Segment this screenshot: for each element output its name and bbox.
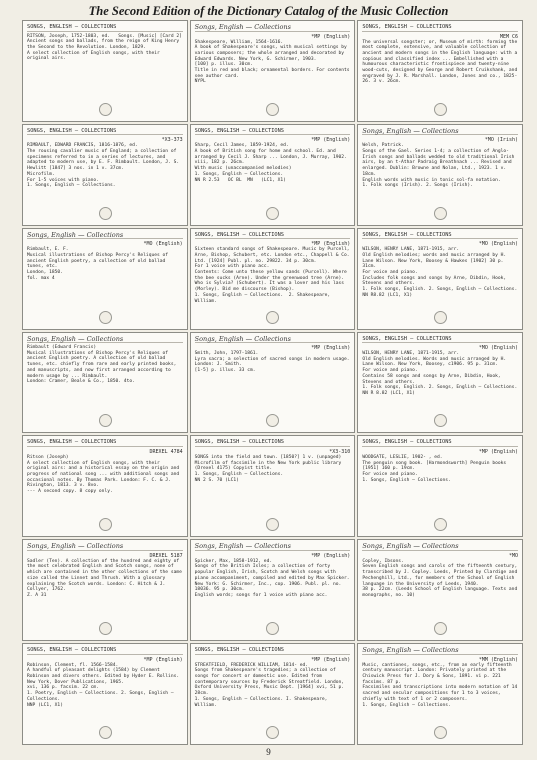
card-heading: SONGS, ENGLISH — COLLECTIONS bbox=[27, 24, 183, 32]
page-number: 9 bbox=[266, 747, 271, 757]
catalog-card bbox=[22, 332, 188, 434]
call-mark: *MM (English) bbox=[478, 656, 518, 663]
call-mark: *MP (English) bbox=[311, 137, 351, 144]
card-text: Robinson, Clement, fl. 1566-1584. A handful of pleasant delights (1584) by Clement Robinson and divers others. Edited by Hyder E. Rollins. New York, Dover Publications, 1965. xvi, 136 p. facsim. 22 cm. 1. Poetry, English — Collections. 2. Songs, English — Collections. NNP (LC1, X1) bbox=[27, 662, 180, 708]
card-text: WILSON, HENRY LANE, 1871-1915, arr. Old English melodies. Words and music arranged by H. Lane Wilson. New York, Boosey, c1906. 95 p. 31cm. For voice and piano. Contains 58 songs and songs by Arne, Dibdin, Hook, Stevens and others. 1. Folk songs, English. 2. Songs, English — Collections. NN R 8.82 (LC1, X1) bbox=[362, 351, 518, 396]
catalog-card bbox=[22, 124, 188, 226]
punch-hole-icon bbox=[99, 518, 112, 531]
call-mark: *X3-373 bbox=[161, 137, 183, 144]
catalog-card bbox=[190, 539, 356, 641]
card-heading: SONGS, ENGLISH — COLLECTIONS bbox=[362, 232, 518, 240]
card-text: Rimbault (Edward Francis) Musical illustrations of Bishop Percy's Reliques of ancient English poetry. A collection of old ballad tunes, etc. chiefly from rare and early printed books, and manuscripts, and now first arranged according to modern usage by ... Rimbault. London: Cramer, Beale & Co., 1850. 4to. bbox=[27, 345, 177, 385]
card-text: Sadler (Ten). A collection of the hundred and eighty of the most celebrated English and Scotch songs, none of which are contained in the other collections of the same size called the Linnet and Thrush. With a glossary explaining the Scotch words. London: C. Hitch & J. Collyer, 1762. Z. A 31 bbox=[27, 558, 182, 598]
call-mark: *MO (English) bbox=[143, 241, 183, 248]
punch-hole-icon bbox=[434, 103, 447, 116]
card-heading: Songs, English — Collections bbox=[27, 543, 183, 551]
catalog-card bbox=[357, 124, 523, 226]
punch-hole-icon bbox=[434, 414, 447, 427]
punch-hole-icon bbox=[434, 207, 447, 220]
punch-hole-icon bbox=[99, 726, 112, 739]
punch-hole-icon bbox=[434, 726, 447, 739]
card-heading: Songs, English — Collections bbox=[27, 336, 183, 344]
punch-hole-icon bbox=[266, 414, 279, 427]
punch-hole-icon bbox=[99, 207, 112, 220]
call-mark: *X3-310 bbox=[329, 448, 351, 455]
punch-hole-icon bbox=[266, 311, 279, 324]
card-text: RIMBAULT, EDWARD FRANCIS, 1816-1876, ed. The rousing cavalier music of England; a collection of specimens referred to in a series of lectures, and adapted to modern use, by E. F. Rimbault. London, J. S. Hewlitt [1847] 3 nos. in 1 v. 37cm. Microfilm. For 1-5 voices with piano. 1. Songs, English — Collections. bbox=[27, 143, 180, 189]
punch-hole-icon bbox=[99, 414, 112, 427]
punch-hole-icon bbox=[99, 103, 112, 116]
card-text: Ritson (Joseph) A select collection of English songs, with their original airs: and a historical essay on the origin and progress of national song ... with additional songs and occasional notes. By Thomas Park. London: F. C. & J. Rivington, 1813. 3 v. 8vo. --- A second copy. 8 copy only. bbox=[27, 454, 180, 495]
card-heading: Songs, English — Collections bbox=[195, 543, 351, 551]
card-heading: SONGS, ENGLISH — COLLECTIONS bbox=[195, 439, 351, 447]
catalog-card bbox=[357, 435, 523, 537]
catalog-card bbox=[190, 124, 356, 226]
card-heading: Songs, English — Collections bbox=[362, 647, 518, 655]
catalog-card bbox=[190, 228, 356, 330]
punch-hole-icon bbox=[99, 622, 112, 635]
catalog-card bbox=[357, 20, 523, 122]
card-text: Welsh, Patrick. Songs of the Gael. Series 1-4; a collection of Anglo-Irish songs and ballads wedded to old traditional Irish airs, by an t-Athar Padraig Breathnach ... Revised and enlarged. Dublin: Browne and Nolan, Ltd., 1923. 1 v. 18cm. English words with music in tonic sol-fa notation. 1. Folk songs (Irish). 2. Songs (Irish). bbox=[362, 143, 515, 189]
card-text: Smith, John, 1797-1861. Lyra sacra; a selection of sacred songs in modern usage. London: J. Smith. [1-5] p. illus. 33 cm. bbox=[194, 351, 350, 374]
call-mark: *MO bbox=[508, 552, 518, 559]
card-heading: SONGS, ENGLISH — COLLECTIONS bbox=[362, 439, 518, 447]
catalog-card bbox=[22, 435, 188, 537]
card-text: Shakespeare, William, 1564-1616. A book of Shakespeare's songs, with musical settings by various composers; the whole arranged and decorated by Edward Edwards. New York, G. Schirmer, 1903. [100] p. illus. 30cm. Title in red and black; ornamental borders. For contents see author card. NYPL bbox=[194, 39, 350, 85]
call-mark: *MP (English) bbox=[311, 33, 351, 40]
punch-hole-icon bbox=[434, 622, 447, 635]
card-heading: SONGS, ENGLISH — COLLECTIONS bbox=[27, 647, 183, 655]
punch-hole-icon bbox=[266, 518, 279, 531]
catalog-card bbox=[22, 20, 188, 122]
card-text: Music, cantiones, songs, etc., from an early fifteenth century manuscript. London: Privately printed at the Chiswick Press for J. Dory & Sons, 1891. vi p. 221 facsims. 87 p. Facsimiles and transcriptions into modern notation of 14 sacred and secular compositions for 1 to 3 voices, chiefly with text of 1 or 2 composers. 1. Songs, English — Collections. bbox=[362, 662, 518, 708]
card-text: Sharp, Cecil James, 1859-1924, ed. A book of British song for home and school. Ed. and arranged by Cecil J. Sharp ... London, J. Murray, 1902. viii, 182 p. 26cm. With music (unaccompanied melodies) 1. Songs, English — Collections. NN R 2.53 OC BL MN (LC1, X1) bbox=[194, 143, 347, 183]
catalog-card bbox=[357, 332, 523, 434]
punch-hole-icon bbox=[99, 311, 112, 324]
card-heading: SONGS, ENGLISH — COLLECTIONS bbox=[195, 232, 351, 240]
card-heading: SONGS, ENGLISH — COLLECTIONS bbox=[362, 24, 518, 32]
punch-hole-icon bbox=[266, 207, 279, 220]
call-mark: *MP (English) bbox=[478, 448, 518, 455]
call-mark: *MO (English) bbox=[478, 241, 518, 248]
catalog-card bbox=[357, 228, 523, 330]
catalog-card bbox=[22, 228, 188, 330]
catalog-card bbox=[22, 539, 188, 641]
punch-hole-icon bbox=[266, 103, 279, 116]
card-text: Rimbault, E. F. Musical illustrations of Bishop Percy's Reliques of ancient English poetry, a collection of old ballad tunes, etc. London, 1850. fol. max 4 bbox=[27, 247, 169, 281]
card-text: WILSON, HENRY LANE, 1871-1915, arr. Old English melodies; words and music arranged by H. Lane Wilson. New York, Boosey & Hawkes [1902] 30 p. 31cm. For voice and piano. Includes folk songs and songs by Arne, Dibdin, Hook, Stevens and others. 1. Folk songs, English. 2. Songs, English — Collections. NN R8.82 (LC1, X1) bbox=[362, 247, 518, 298]
call-mark: MEM C6 bbox=[499, 33, 518, 40]
card-heading: Songs, English — Collections bbox=[195, 336, 351, 344]
card-text: Sixteen standard songs of Shakespeare. Music by Purcell, Arne, Bishop, Schubert, etc. London etc., Chappell & Co. Ltd. [1924] Publ. pl. no. 29822. 34 p. 30cm. For 1 voice with piano acc. Contents: Come unto these yellow sands (Purcell). Where the bee sucks (Arne). Under the greenwood tree (Arne). Who is Sylvia? (Schubert). It was a lover and his lass (Morley). Bid me discourse (Bishop). 1. Songs, English — Collections. 2. Shakespeare, William. bbox=[194, 247, 350, 304]
call-mark: DREXEL 5187 bbox=[149, 552, 183, 559]
call-mark: *MP (English) bbox=[311, 241, 351, 248]
card-heading: Songs, English — Collections bbox=[195, 24, 351, 32]
call-mark: *MO (English) bbox=[478, 345, 518, 352]
catalog-card bbox=[190, 332, 356, 434]
card-text: STREATFIELD, FREDERICK WILLIAM, 1814- ed. Songs from Shakespeare's tragedies; a collection of songs for concert or domestic use. Edited from contemporary sources by Frederick Streatfield. London, Oxford University Press, Music Dept. [1964] xvi, 51 p. 28cm. 1. Songs, English — Collections. I. Shakespeare, William. bbox=[194, 662, 345, 708]
punch-hole-icon bbox=[434, 518, 447, 531]
catalog-card bbox=[190, 435, 356, 537]
card-heading: SONGS, ENGLISH — COLLECTIONS bbox=[195, 647, 351, 655]
call-mark: *MP (English) bbox=[311, 345, 351, 352]
page-title: The Second Edition of the Dictionary Catalog of the Music Collection bbox=[88, 4, 449, 18]
punch-hole-icon bbox=[266, 726, 279, 739]
card-text: The universal songster; or, Museum of mirth: forming the most complete, extensive, and valuable collection of ancient and modern songs in the English language: with a copious and classified index ... Embellished with a humourous characteristic frontispiece and twenty-nine wood-cuts, designed by George and Robert Cruikshank, and engraved by J. R. Marshall. London, Jones and co., 1825-26. 3 v. 26cm. bbox=[362, 39, 520, 85]
card-heading: SONGS, ENGLISH — COLLECTIONS bbox=[27, 128, 183, 136]
catalog-card bbox=[22, 643, 188, 745]
call-mark: *MP (English) bbox=[143, 656, 183, 663]
card-heading: SONGS, ENGLISH — COLLECTIONS bbox=[195, 128, 351, 136]
catalog-card bbox=[190, 643, 356, 745]
card-text: RITSON, Joseph, 1752-1803, ed. Songs. [Music] [Card 2] Ancient songs and ballads, from the reign of King Henry the Second to the Revolution. London, 1829. A select collection of English songs, with their original airs. bbox=[27, 33, 182, 62]
card-text: Spicker, Max, 1858-1912, ed. Songs of the British Isles; a collection of forty popular English, Irish, Scotch and Welsh songs with piano accompaniment, compiled and edited by Max Spicker. New York: G. Schirmer, Inc., cop. 1906. Publ. pl. no. 18036. 95 p. 30cm. English words; songs for 1 voice with piano acc. bbox=[194, 558, 350, 598]
call-mark: *MP (English) bbox=[311, 656, 351, 663]
punch-hole-icon bbox=[434, 311, 447, 324]
catalog-card bbox=[190, 20, 356, 122]
card-text: SONGS into the field and town. [1850?] 1 v. (unpaged) Microfilm of facsimile in the New York public library (Drexel 4175) Copyist title. 1. Songs, English — Collections. NN 2 S. 70 (LC1) bbox=[194, 454, 342, 483]
card-heading: Songs, English — Collections bbox=[27, 232, 183, 240]
card-text: Copley, Ibsons. Seven English songs and carols of the fifteenth century, transcribed by J. Copley. Leeds, Printed by Clardige and Pechenghill, Ltd., for members of the School of English language in the University of Leeds, 1940. 38 p. 22cm. (Leeds School of English language. Texts and monographs, no. 10) bbox=[362, 558, 518, 598]
card-heading: Songs, English — Collections bbox=[362, 128, 518, 136]
card-grid bbox=[22, 20, 523, 745]
card-heading: SONGS, ENGLISH — COLLECTIONS bbox=[362, 336, 518, 344]
call-mark: *MP (English) bbox=[311, 552, 351, 559]
call-mark: DREXEL 4784 bbox=[149, 448, 183, 455]
call-mark: *MO (Irish) bbox=[484, 137, 518, 144]
card-heading: SONGS, ENGLISH — COLLECTIONS bbox=[27, 439, 183, 447]
punch-hole-icon bbox=[266, 622, 279, 635]
catalog-card bbox=[357, 539, 523, 641]
catalog-card bbox=[357, 643, 523, 745]
card-text: WOODGATE, LESLIE, 1902- , ed. The penguin song book. [Harmondsworth] Penguin books [1951] 160 p. 19cm. For voice and piano. 1. Songs, English — Collections. bbox=[362, 454, 507, 483]
card-heading: Songs, English — Collections bbox=[362, 543, 518, 551]
